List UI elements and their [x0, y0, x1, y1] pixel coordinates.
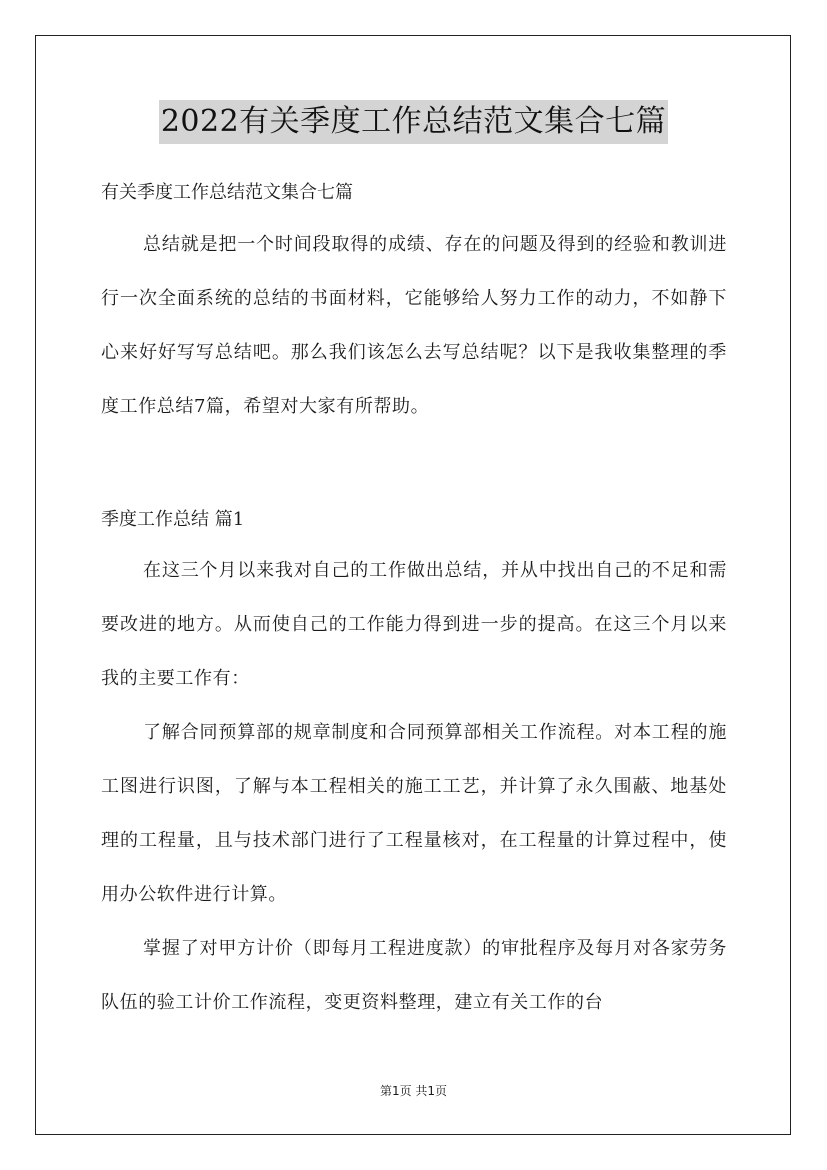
document-title: 2022有关季度工作总结范文集合七篇: [159, 100, 668, 144]
body-paragraph-2: 了解合同预算部的规章制度和合同预算部相关工作流程。对本工程的施工图进行识图，了解与本工程相关的施工工艺，并计算了永久围蔽、地基处理的工程量，且与技术部门进行了工程量核对，在工程量的计算过程中，使用办公软件进行计算。: [101, 722, 727, 905]
page-footer: 第1页 共1页: [379, 1084, 448, 1098]
title-wrap: [0, 100, 827, 144]
section-heading: 季度工作总结 篇1: [101, 509, 245, 530]
document-subtitle: 有关季度工作总结范文集合七篇: [101, 182, 353, 203]
intro-paragraph: 总结就是把一个时间段取得的成绩、存在的问题及得到的经验和教训进行一次全面系统的总结的书面材料，它能够给人努力工作的动力，不如静下心来好好写写总结吧。那么我们该怎么去写总结呢？以下是我收集整理的季度工作总结7篇，希望对大家有所帮助。: [101, 234, 727, 417]
body-paragraph-1: 在这三个月以来我对自己的工作做出总结，并从中找出自己的不足和需要改进的地方。从而使自己的工作能力得到进一步的提高。在这三个月以来我的主要工作有：: [101, 560, 727, 689]
body-paragraph-3: 掌握了对甲方计价（即每月工程进度款）的审批程序及每月对各家劳务队伍的验工计价工作流程，变更资料整理，建立有关工作的台: [101, 938, 727, 1013]
